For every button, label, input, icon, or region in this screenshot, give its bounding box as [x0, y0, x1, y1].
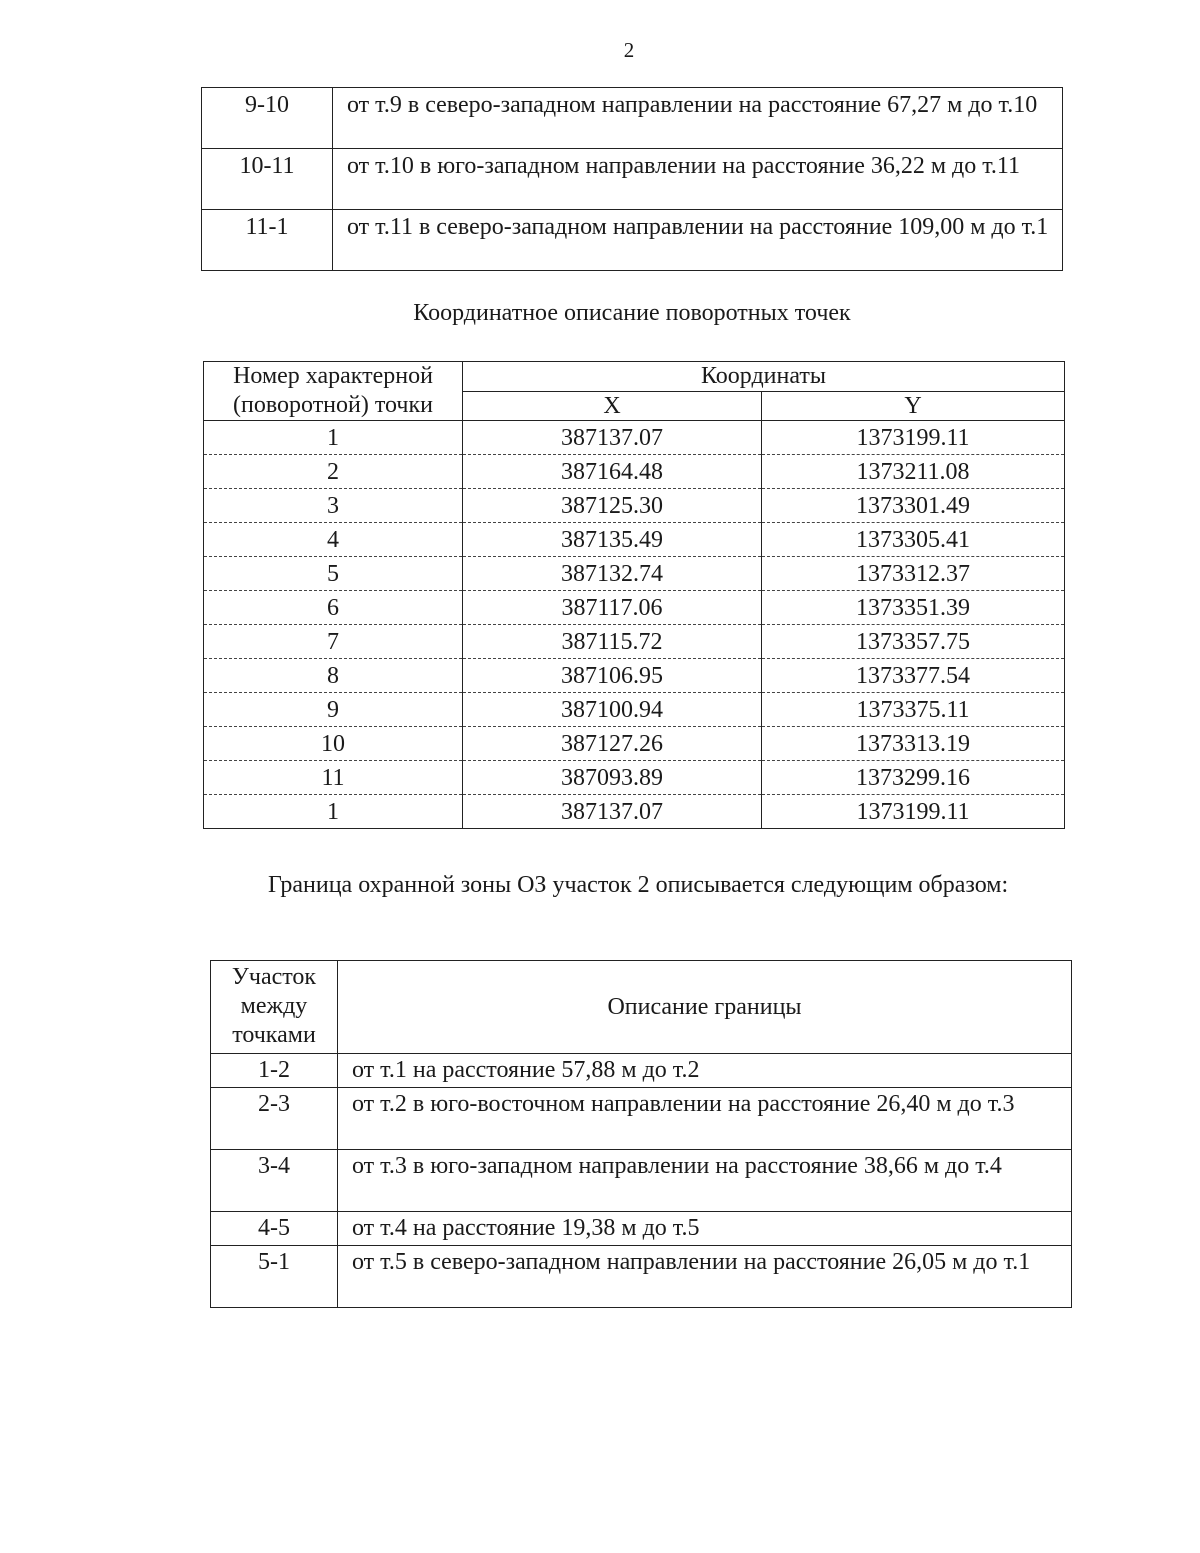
zone-paragraph: Граница охранной зоны ОЗ участок 2 описывается следующим образом:: [268, 872, 1009, 898]
segment-number: 2-3: [211, 1088, 338, 1150]
segment-number: 9-10: [202, 88, 333, 149]
table-row: [204, 625, 1065, 659]
segment-number: 4-5: [211, 1212, 338, 1246]
table-row: [204, 421, 1065, 455]
page-number: 2: [623, 38, 635, 62]
segment-number: 11-1: [202, 210, 333, 271]
point-number-cell: 4: [204, 523, 463, 557]
y-coordinate-cell: 1373199.11: [762, 795, 1065, 829]
x-coordinate-cell: 387100.94: [463, 693, 762, 727]
y-coordinate-cell: 1373299.16: [762, 761, 1065, 795]
x-coordinate-cell: 387135.49: [463, 523, 762, 557]
table-row: [202, 88, 1063, 149]
zone-table: [210, 960, 1072, 1308]
segment-number: 3-4: [211, 1150, 338, 1212]
y-coordinate-cell: 1373351.39: [762, 591, 1065, 625]
segments-table: [201, 87, 1063, 271]
table-row: [211, 1246, 1072, 1308]
segment-description: от т.2 в юго-восточном направлении на расстояние 26,40 м до т.3: [338, 1088, 1072, 1150]
segment-description: от т.11 в северо-западном направлении на расстояние 109,00 м до т.1: [333, 210, 1063, 271]
table-row: [211, 1088, 1072, 1150]
point-number-cell: 8: [204, 659, 463, 693]
coordinates-table: [203, 361, 1065, 829]
segment-number: 10-11: [202, 149, 333, 210]
table-row: [211, 1150, 1072, 1212]
point-number-cell: 9: [204, 693, 463, 727]
header-point: Номер характерной (поворотной) точки: [204, 362, 463, 421]
segment-number: 1-2: [211, 1054, 338, 1088]
table-row: [211, 1212, 1072, 1246]
segment-description: от т.4 на расстояние 19,38 м до т.5: [338, 1212, 1072, 1246]
table-row: [204, 795, 1065, 829]
y-coordinate-cell: 1373313.19: [762, 727, 1065, 761]
segment-description: от т.5 в северо-западном направлении на расстояние 26,05 м до т.1: [338, 1246, 1072, 1308]
y-coordinate-cell: 1373357.75: [762, 625, 1065, 659]
point-number-cell: 3: [204, 489, 463, 523]
table-row: [211, 1054, 1072, 1088]
x-coordinate-cell: 387127.26: [463, 727, 762, 761]
point-number-cell: 10: [204, 727, 463, 761]
table-header-row: [204, 362, 1065, 392]
y-coordinate-cell: 1373305.41: [762, 523, 1065, 557]
table-row: [204, 455, 1065, 489]
point-number-cell: 5: [204, 557, 463, 591]
y-coordinate-cell: 1373312.37: [762, 557, 1065, 591]
point-number-cell: 1: [204, 795, 463, 829]
table-row: [204, 591, 1065, 625]
x-coordinate-cell: 387125.30: [463, 489, 762, 523]
y-coordinate-cell: 1373199.11: [762, 421, 1065, 455]
header-x: X: [463, 391, 762, 421]
table-row: [202, 210, 1063, 271]
x-coordinate-cell: 387117.06: [463, 591, 762, 625]
table-row: [204, 523, 1065, 557]
x-coordinate-cell: 387132.74: [463, 557, 762, 591]
table-row: [204, 761, 1065, 795]
y-coordinate-cell: 1373377.54: [762, 659, 1065, 693]
table-header-row: [211, 961, 1072, 1054]
segment-description: от т.10 в юго-западном направлении на расстояние 36,22 м до т.11: [333, 149, 1063, 210]
segment-number: 5-1: [211, 1246, 338, 1308]
x-coordinate-cell: 387164.48: [463, 455, 762, 489]
point-number-cell: 6: [204, 591, 463, 625]
table-row: [202, 149, 1063, 210]
point-number-cell: 2: [204, 455, 463, 489]
y-coordinate-cell: 1373375.11: [762, 693, 1065, 727]
header-segment: Участок между точками: [211, 961, 338, 1054]
x-coordinate-cell: 387093.89: [463, 761, 762, 795]
header-y: Y: [762, 391, 1065, 421]
header-description: Описание границы: [338, 961, 1072, 1054]
x-coordinate-cell: 387137.07: [463, 421, 762, 455]
x-coordinate-cell: 387137.07: [463, 795, 762, 829]
coord-heading: Координатное описание поворотных точек: [413, 300, 851, 326]
y-coordinate-cell: 1373301.49: [762, 489, 1065, 523]
table-row: [204, 489, 1065, 523]
table-row: [204, 659, 1065, 693]
point-number-cell: 11: [204, 761, 463, 795]
point-number-cell: 1: [204, 421, 463, 455]
x-coordinate-cell: 387115.72: [463, 625, 762, 659]
table-row: [204, 557, 1065, 591]
y-coordinate-cell: 1373211.08: [762, 455, 1065, 489]
header-coordinates: Координаты: [463, 362, 1065, 392]
segment-description: от т.3 в юго-западном направлении на расстояние 38,66 м до т.4: [338, 1150, 1072, 1212]
table-row: [204, 727, 1065, 761]
point-number-cell: 7: [204, 625, 463, 659]
x-coordinate-cell: 387106.95: [463, 659, 762, 693]
segment-description: от т.1 на расстояние 57,88 м до т.2: [338, 1054, 1072, 1088]
table-row: [204, 693, 1065, 727]
segment-description: от т.9 в северо-западном направлении на расстояние 67,27 м до т.10: [333, 88, 1063, 149]
